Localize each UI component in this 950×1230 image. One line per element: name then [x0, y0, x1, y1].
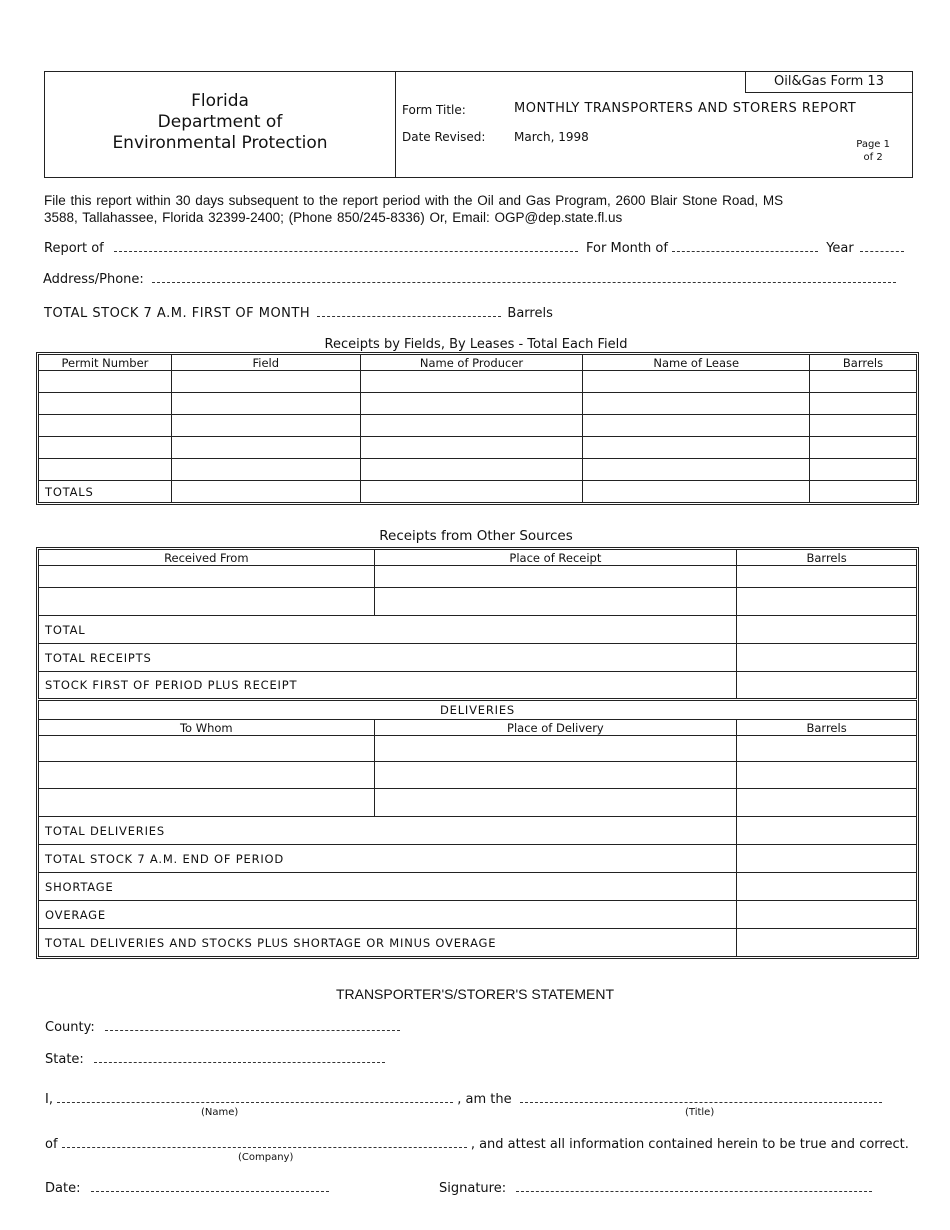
- instructions: [44, 192, 914, 226]
- year-label: Year: [826, 241, 854, 256]
- table-row: [39, 371, 917, 393]
- report-of-line: [44, 240, 904, 256]
- receipts-other-sources-table: [38, 549, 917, 957]
- total-row: [39, 616, 917, 644]
- col-barrels: Barrels: [810, 355, 917, 371]
- cell[interactable]: [374, 588, 737, 616]
- cell[interactable]: [39, 566, 375, 588]
- title-hint: (Title): [685, 1107, 715, 1118]
- total-stock-end-row: [39, 845, 917, 873]
- cell[interactable]: [374, 736, 737, 762]
- stock-plus-receipt-row: [39, 672, 917, 700]
- col-barrels: Barrels: [737, 720, 917, 736]
- cell[interactable]: [374, 566, 737, 588]
- cell[interactable]: [39, 588, 375, 616]
- cell[interactable]: [39, 736, 375, 762]
- date-label: Date:: [45, 1181, 81, 1196]
- date-revised-label: Date Revised:: [402, 130, 486, 144]
- cell[interactable]: [810, 481, 917, 503]
- table-row: [39, 566, 917, 588]
- agency-line-2: Department of: [157, 112, 283, 132]
- col-to-whom: To Whom: [39, 720, 375, 736]
- col-place-of-receipt: Place of Receipt: [374, 550, 737, 566]
- cell[interactable]: [737, 588, 917, 616]
- instructions-line-1: File this report within 30 days subsequent to the report period with the Oil and Gas Program, 2600 Blair Stone Road, MS: [44, 193, 784, 208]
- cell[interactable]: [583, 481, 810, 503]
- agency-line-3: Environmental Protection: [112, 133, 328, 153]
- shortage-row: [39, 873, 917, 901]
- address-phone-input[interactable]: [152, 271, 896, 283]
- cell[interactable]: [583, 415, 810, 437]
- cell[interactable]: [39, 437, 172, 459]
- date-line: [45, 1180, 329, 1196]
- cell[interactable]: [737, 873, 917, 901]
- i-label: I,: [45, 1092, 53, 1107]
- cell[interactable]: [39, 371, 172, 393]
- cell[interactable]: [737, 762, 917, 789]
- deliveries-row: [39, 700, 917, 720]
- cell[interactable]: [360, 481, 583, 503]
- agency-block: [45, 72, 396, 177]
- signature-line: [439, 1180, 872, 1196]
- col-field: Field: [171, 355, 360, 371]
- stock-plus-receipt-label: STOCK FIRST OF PERIOD PLUS RECEIPT: [39, 672, 737, 700]
- cell[interactable]: [737, 901, 917, 929]
- title-input[interactable]: [520, 1091, 882, 1103]
- receipts-by-fields-table: [38, 354, 917, 503]
- cell[interactable]: [737, 672, 917, 700]
- signature-input[interactable]: [516, 1180, 872, 1192]
- state-label: State:: [45, 1052, 84, 1067]
- table-row: [39, 762, 917, 789]
- am-the-label: , am the: [457, 1092, 512, 1107]
- for-month-label: For Month of: [586, 241, 668, 256]
- cell[interactable]: [737, 929, 917, 957]
- cell[interactable]: [360, 371, 583, 393]
- agency-line-1: Florida: [191, 91, 249, 111]
- name-title-line: [45, 1091, 882, 1107]
- attest-label: , and attest all information contained herein to be true and correct.: [470, 1137, 909, 1152]
- cell[interactable]: [171, 415, 360, 437]
- col-barrels: Barrels: [737, 550, 917, 566]
- cell[interactable]: [737, 736, 917, 762]
- page-line-1: Page 1: [856, 139, 890, 150]
- cell[interactable]: [360, 415, 583, 437]
- overage-label: OVERAGE: [39, 901, 737, 929]
- barrels-label: Barrels: [507, 306, 553, 321]
- total-receipts-label: TOTAL RECEIPTS: [39, 644, 737, 672]
- deliveries-label: DELIVERIES: [39, 700, 917, 720]
- name-hint: (Name): [201, 1107, 239, 1118]
- total-receipts-row: [39, 644, 917, 672]
- address-line: [43, 271, 896, 287]
- cell[interactable]: [737, 616, 917, 644]
- cell[interactable]: [171, 459, 360, 481]
- report-of-input[interactable]: [114, 240, 578, 252]
- total-stock-first-label: TOTAL STOCK 7 A.M. FIRST OF MONTH: [44, 306, 311, 321]
- cell[interactable]: [39, 459, 172, 481]
- col-name-of-lease: Name of Lease: [583, 355, 810, 371]
- table-row: [39, 736, 917, 762]
- cell[interactable]: [583, 371, 810, 393]
- county-line: [45, 1019, 400, 1035]
- total-deliveries-stocks-row: [39, 929, 917, 957]
- cell[interactable]: [737, 566, 917, 588]
- date-revised-value: March, 1998: [514, 130, 589, 144]
- cell[interactable]: [810, 371, 917, 393]
- form-number: Oil&Gas Form 13: [745, 71, 913, 93]
- form-title-label: Form Title:: [402, 103, 466, 117]
- state-line: [45, 1051, 385, 1067]
- cell[interactable]: [360, 437, 583, 459]
- cell[interactable]: [171, 371, 360, 393]
- cell[interactable]: [374, 789, 737, 817]
- company-line: [45, 1136, 909, 1152]
- cell[interactable]: [171, 481, 360, 503]
- col-name-of-producer: Name of Producer: [360, 355, 583, 371]
- cell[interactable]: [171, 393, 360, 415]
- total-deliveries-label: TOTAL DELIVERIES: [39, 817, 737, 845]
- totals-row: [39, 481, 917, 503]
- table1-caption: Receipts by Fields, By Leases - Total Each Field: [324, 337, 628, 352]
- shortage-label: SHORTAGE: [39, 873, 737, 901]
- page-line-2: of 2: [863, 152, 883, 163]
- cell[interactable]: [39, 393, 172, 415]
- cell[interactable]: [737, 644, 917, 672]
- cell[interactable]: [810, 393, 917, 415]
- cell[interactable]: [374, 762, 737, 789]
- form-title-value: MONTHLY TRANSPORTERS AND STORERS REPORT: [514, 101, 857, 116]
- for-month-input[interactable]: [672, 240, 818, 252]
- table2-caption: Receipts from Other Sources: [379, 528, 573, 544]
- state-input[interactable]: [94, 1051, 385, 1063]
- overage-row: [39, 901, 917, 929]
- totals-label: TOTALS: [39, 481, 172, 503]
- page-number: [856, 138, 890, 164]
- table-row: [39, 415, 917, 437]
- address-phone-label: Address/Phone:: [43, 272, 144, 287]
- col-received-from: Received From: [39, 550, 375, 566]
- county-label: County:: [45, 1020, 95, 1035]
- table-row: [39, 393, 917, 415]
- cell[interactable]: [810, 437, 917, 459]
- total-label: TOTAL: [39, 616, 737, 644]
- cell[interactable]: [583, 437, 810, 459]
- form-header: [44, 71, 913, 178]
- report-of-label: Report of: [44, 241, 104, 256]
- total-deliveries-stocks-label: TOTAL DELIVERIES AND STOCKS PLUS SHORTAGE OR MINUS OVERAGE: [39, 929, 737, 957]
- cell[interactable]: [810, 415, 917, 437]
- cell[interactable]: [583, 393, 810, 415]
- cell[interactable]: [810, 459, 917, 481]
- col-permit-number: Permit Number: [39, 355, 172, 371]
- table-row: [39, 437, 917, 459]
- county-input[interactable]: [105, 1019, 400, 1031]
- total-stock-first-input[interactable]: [317, 305, 501, 317]
- total-deliveries-row: [39, 817, 917, 845]
- cell[interactable]: [360, 459, 583, 481]
- of-label: of: [45, 1137, 58, 1152]
- cell[interactable]: [737, 817, 917, 845]
- cell[interactable]: [171, 437, 360, 459]
- name-input[interactable]: [57, 1091, 453, 1103]
- cell[interactable]: [737, 789, 917, 817]
- total-stock-first-line: [44, 305, 553, 321]
- table-row: [39, 789, 917, 817]
- cell[interactable]: [737, 845, 917, 873]
- cell[interactable]: [39, 415, 172, 437]
- signature-label: Signature:: [439, 1181, 507, 1196]
- date-input[interactable]: [91, 1180, 329, 1192]
- instructions-line-2: 3588, Tallahassee, Florida 32399-2400; (Phone 850/245-8336) Or, Email: OGP@dep.state.fl.us: [44, 210, 623, 225]
- company-input[interactable]: [62, 1136, 467, 1148]
- year-input[interactable]: [860, 240, 904, 252]
- cell[interactable]: [583, 459, 810, 481]
- company-hint: (Company): [238, 1152, 294, 1163]
- col-place-of-delivery: Place of Delivery: [374, 720, 737, 736]
- total-stock-end-label: TOTAL STOCK 7 A.M. END OF PERIOD: [39, 845, 737, 873]
- cell[interactable]: [360, 393, 583, 415]
- cell[interactable]: [39, 789, 375, 817]
- statement-title: TRANSPORTER'S/STORER'S STATEMENT: [335, 986, 615, 1002]
- cell[interactable]: [39, 762, 375, 789]
- table-row: [39, 459, 917, 481]
- table-row: [39, 588, 917, 616]
